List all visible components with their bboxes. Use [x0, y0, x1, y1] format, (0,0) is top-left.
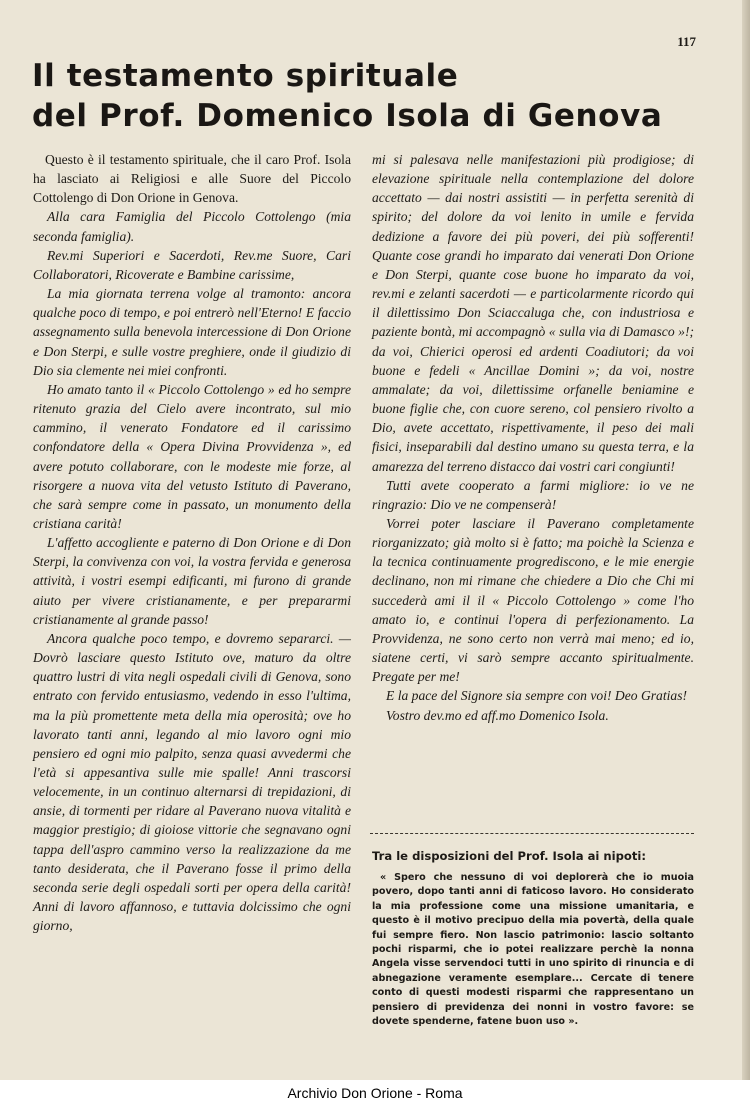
salutation-paragraph: Rev.mi Superiori e Sacerdoti, Rev.me Suore, Cari Collaboratori, Ricoverate e Bambine carissime,	[33, 247, 351, 282]
title-line-1: Il testamento spirituale	[32, 58, 459, 94]
box-heading: Tra le disposizioni del Prof. Isola ai nipoti:	[372, 849, 647, 863]
page-edge-shadow	[742, 0, 750, 1080]
body-paragraph: mi si palesava nelle manifestazioni più prodigiose; di elevazione spirituale nella contemplazione del dolore accettato — dai nostri assistiti — in perfetta serenità di spirito; del dolore da voi lenito in umile e fervida dedizione a favore dei più poveri, dei più sofferenti! Quante cose grandi ho imparato dai venerati Don Orione e Don Sterpi, quante cose buone ho imparato da voi, rev.mi e zelanti sacerdoti — e particolarmente ricordo qui il dilettissimo Don Sciaccaluga che, con industriosa e paziente bontà, mi accompagnò « sulla via di Damasco »!; da voi, Chierici operosi ed ardenti Coadiutori; da voi buone e fedeli « Ancillae Domini »; da voi, nostre ammalate; da voi, dilettissime orfanelle beniamine e buone figlie che, con cuore sereno, col pensiero rivolto a Dio, avete accettato, rispettivamente, il peso dei mali fisici, inseparabili dal destino umano su questa terra, e la amarezza del terreno distacco dai vostri cari congiunti!	[372, 152, 694, 474]
body-paragraph: Vorrei poter lasciare il Paverano completamente riorganizzato; già molto si è fatto; ma poichè la Scienza e la tecnica continuamente progrediscono, e le mie energie declinano, non mi rimane che chiedere a Dio che Chi mi succederà ami il il « Piccolo Cottolengo » come l'ho amato io, e continui l'opera di perfezionamento. La Provvidenza, ne sono certo non verrà mai meno; ed io, siatene certi, vi sarò sempre accanto spiritualmente. Pregate per me!	[372, 515, 694, 685]
intro-paragraph: Questo è il testamento spirituale, che il caro Prof. Isola ha lasciato ai Religiosi e alle Suore del Piccolo Cottolengo di Don Orione in Genova.	[33, 152, 351, 206]
box-quote: « Spero che nessuno di voi deplorerà che io muoia povero, dopo tanti anni di faticoso lavoro. Ho considerato la mia professione come una missione umanitaria, e questo è il motivo precipuo della mia povertà, della quale fui sempre fiero. Non lascio patrimonio: lascio soltanto pochi risparmi, che io potei realizzare perchè la nonna Angela visse servendoci tutti in uno spirito di rinuncia e di abnegazione veramente esemplare... Cercate di tenere conto di questi modesti risparmi che rappresentano un pensiero di previdenza dei nonni in vostro favore: se dovete spenderne, fatene buon uso ».	[372, 872, 694, 1028]
body-paragraph: Ho amato tanto il « Piccolo Cottolengo » ed ho sempre ritenuto grazia del Cielo avere incontrato, sul mio cammino, il venerato Fondatore ed il carissimo confondatore della « Opera Divina Provvidenza », ed avere potuto collaborare, con le modeste mie forze, al risorgere a nuova vita del vetusto Istituto di Paverano, che sarà sempre come in passato, un monumento della cristiana carità!	[33, 381, 351, 531]
body-paragraph: La mia giornata terrena volge al tramonto: ancora qualche poco di tempo, e poi entrerò nell'Eterno! E faccio assegnamento sulla benevola intercessione di Don Orione e Don Sterpi, e sulle vostre preghiere, onde il giudizio di Dio sia clemente nei miei confronti.	[33, 286, 351, 378]
body-paragraph: Tutti avete cooperato a farmi migliore: io ve ne ringrazio: Dio ve ne compenserà!	[372, 477, 694, 512]
article-title	[32, 56, 722, 136]
page-number: 117	[677, 34, 696, 49]
section-divider	[370, 833, 694, 834]
archive-footer: Archivio Don Orione - Roma	[0, 1080, 750, 1106]
dedication-paragraph: Alla cara Famiglia del Piccolo Cottolengo (mia seconda famiglia).	[33, 209, 351, 244]
body-paragraph: L'affetto accogliente e paterno di Don Orione e di Don Sterpi, la convivenza con voi, la vostra fervida e generosa attività, i vostri esempi edificanti, mi furono di grande aiuto per vivere cristianamente, e per prepararmi cristianamente al grande passo!	[33, 535, 351, 627]
left-column	[33, 150, 351, 935]
closing-paragraph: E la pace del Signore sia sempre con voi! Deo Gratias!	[386, 688, 688, 704]
signature-paragraph: Vostro dev.mo ed aff.mo Domenico Isola.	[386, 707, 609, 723]
right-column	[372, 150, 694, 725]
title-line-2: del Prof. Domenico Isola di Genova	[32, 98, 663, 134]
body-paragraph: Ancora qualche poco tempo, e dovremo separarci. — Dovrò lasciare questo Istituto ove, maturo da oltre quattro lustri di vita negli ospedali civili di Genova, sono entrato con fervido entusiasmo, vedendo in esso l'ultima, ma la più promettente meta della mia operosità; ove ho lavorato tanti anni, legando al mio lavoro ogni mio pensiero ed ogni mio palpito, senza quasi avvedermi che l'età si appesantiva sulle mie spalle! Anni trascorsi velocemente, in un continuo alternarsi di trepidazioni, di ansie, di tormenti per ridare al Paverano nuova vitalità e maggior prestigio; di gioiose vittorie che segnavano ogni tappa dell'aspro cammino verso la realizzazione da me tanto desiderata, che il Paverano fosse il primo della seconda serie degli ospedali sorti per opera della carità! Anni di lavoro affannoso, e tuttavia dolcissimo che ogni giorno,	[33, 630, 351, 934]
